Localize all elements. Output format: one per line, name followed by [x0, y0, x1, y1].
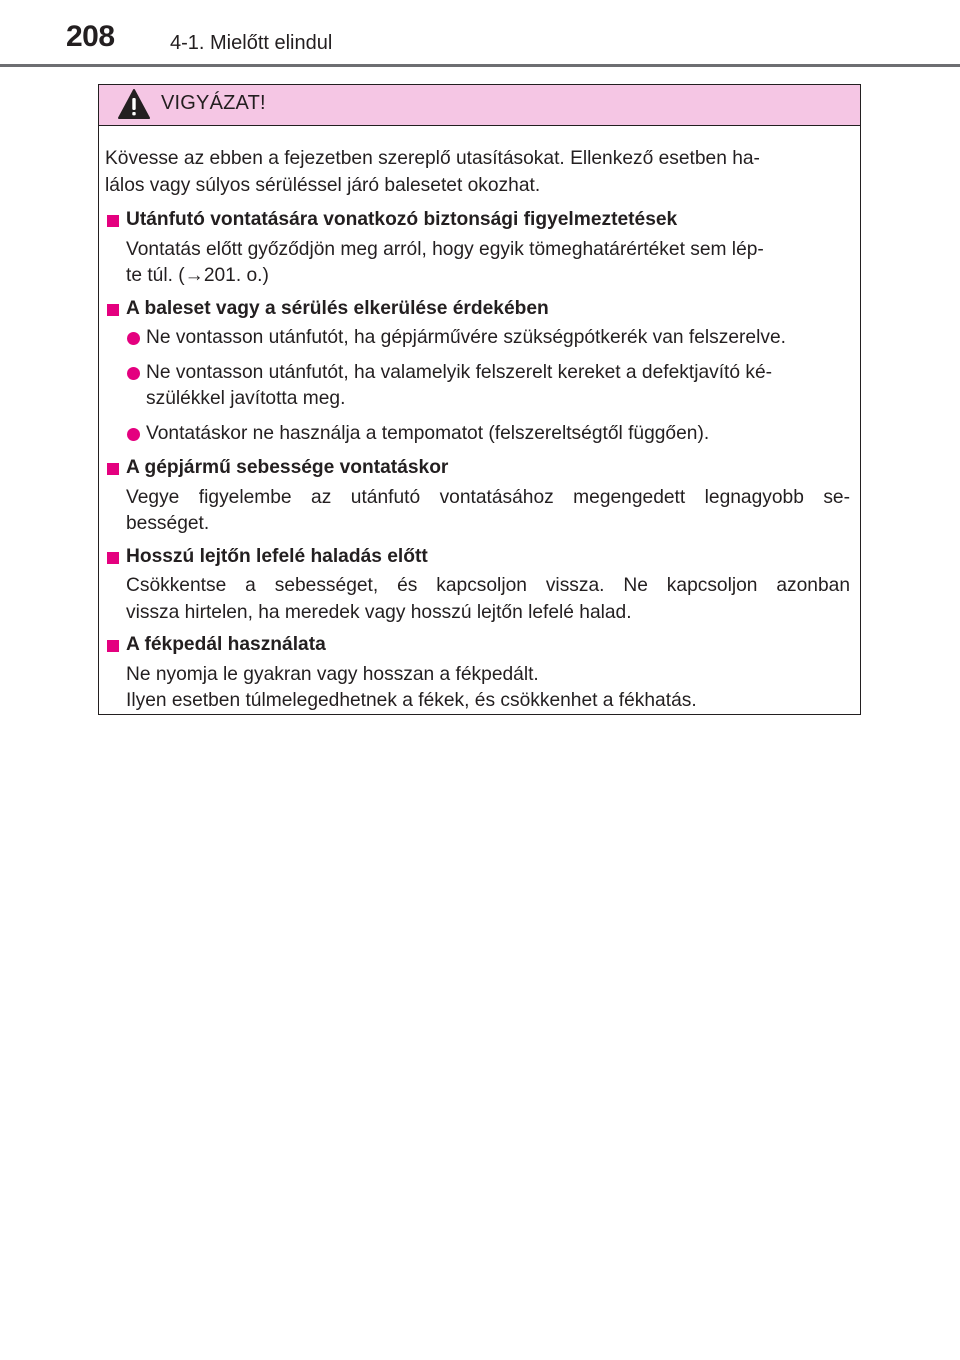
list-item: [105, 360, 850, 413]
dot-bullet-icon: [127, 367, 140, 380]
caution-intro: [105, 146, 850, 199]
square-bullet-icon: [107, 463, 119, 475]
dot-bullet-icon: [127, 428, 140, 441]
section-heading: Utánfutó vontatására vonatkozó biztonsági figyelmeztetések: [126, 209, 678, 230]
intro-line: Kövesse az ebben a fejezetben szereplő utasításokat. Ellenkező esetben ha-: [105, 148, 760, 169]
text-line: te túl. (→201. o.): [126, 265, 269, 286]
page-header: [0, 0, 960, 70]
section-title: 4-1. Mielőtt elindul: [170, 32, 333, 54]
section-heading: A gépjármű sebessége vontatáskor: [126, 457, 449, 478]
text-line: Ilyen esetben túlmelegedhetnek a fékek, és csökkenhet a fékhatás.: [126, 690, 697, 711]
text-line: Vontatás előtt győződjön meg arról, hogy egyik tömeghatárértéket sem lép-: [126, 238, 764, 260]
section-text: [105, 237, 850, 290]
text-line: Vegye figyelembe az utánfutó vontatásához megengedett legnagyobb se-: [126, 486, 850, 508]
square-bullet-icon: [107, 215, 119, 227]
dot-bullet-icon: [127, 332, 140, 345]
text-line: Ne vontasson utánfutót, ha gépjárművére szükségpótkerék van felszerelve.: [146, 327, 786, 348]
square-bullet-icon: [107, 304, 119, 316]
text-line: Vontatáskor ne használja a tempomatot (felszereltségtől függően).: [146, 422, 710, 444]
section-towing-safety: [105, 207, 850, 290]
text-line: Ne nyomja le gyakran vagy hosszan a fékpedált.: [126, 663, 539, 685]
section-text: [105, 662, 850, 715]
text-line: vissza hirtelen, ha meredek vagy hosszú lejtőn lefelé halad.: [126, 601, 632, 623]
list-item: [105, 325, 850, 352]
list-item: [105, 421, 850, 448]
intro-line: lálos vagy súlyos sérüléssel járó balesetet okozhat.: [105, 174, 541, 196]
section-towing-speed: [105, 455, 850, 538]
section-downhill: [105, 544, 850, 627]
text-line: Ne vontasson utánfutót, ha valamelyik felszerelt kereket a defektjavító ké-: [146, 361, 773, 383]
square-bullet-icon: [107, 640, 119, 652]
text-line: szülékkel javította meg.: [146, 388, 346, 409]
section-text: [105, 573, 850, 626]
header-divider: [0, 64, 960, 67]
page-number: 208: [66, 20, 115, 53]
section-text: [105, 485, 850, 538]
caution-title: VIGYÁZAT!: [161, 92, 266, 114]
caution-header: [99, 85, 860, 126]
section-heading: A fékpedál használata: [126, 634, 326, 655]
section-brake-pedal: [105, 632, 850, 715]
section-heading: Hosszú lejtőn lefelé haladás előtt: [126, 545, 428, 567]
square-bullet-icon: [107, 552, 119, 564]
warning-triangle-icon: [117, 88, 151, 120]
section-accident-avoidance: [105, 296, 850, 448]
caution-box: [98, 84, 861, 715]
text-line: Csökkentse a sebességet, és kapcsoljon vissza. Ne kapcsoljon azonban: [126, 575, 850, 596]
section-heading: A baleset vagy a sérülés elkerülése érdekében: [126, 297, 549, 319]
text-line: bességet.: [126, 513, 210, 534]
caution-body: [99, 126, 860, 715]
